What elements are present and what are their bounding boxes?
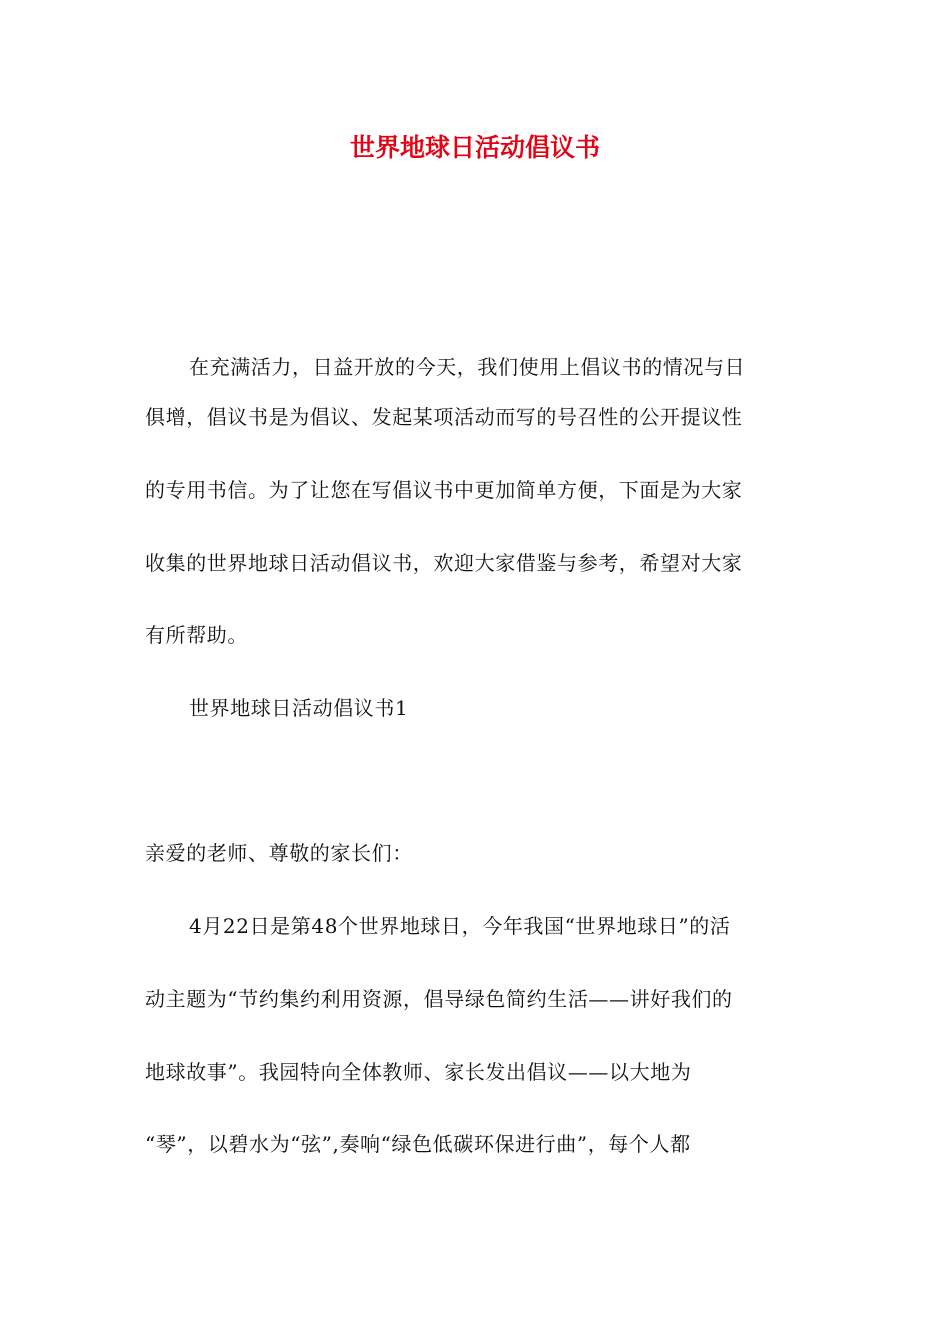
intro-line: 有所帮助。 [145, 623, 248, 647]
section-heading: 世界地球日活动倡议书1 [189, 696, 409, 720]
body-line: 地球故事”。我园特向全体教师、家长发出倡议——以大地为 [145, 1060, 692, 1084]
document-title: 世界地球日活动倡议书 [349, 133, 600, 162]
intro-line: 俱增，倡议书是为倡议、发起某项活动而写的号召性的公开提议性 [145, 405, 743, 429]
body-line: 动主题为“节约集约利用资源，倡导绿色简约生活——讲好我们的 [145, 987, 733, 1011]
body-line: 4月22日是第48个世界地球日，今年我国“世界地球日”的活 [189, 914, 731, 938]
intro-line: 在充满活力，日益开放的今天，我们使用上倡议书的情况与日 [189, 355, 746, 379]
salutation: 亲爱的老师、尊敬的家长们： [145, 841, 413, 865]
intro-line: 收集的世界地球日活动倡议书，欢迎大家借鉴与参考，希望对大家 [145, 551, 743, 575]
intro-line: 的专用书信。为了让您在写倡议书中更加简单方便，下面是为大家 [145, 478, 743, 502]
body-line: “琴”，以碧水为“弦”,奏响“绿色低碳环保进行曲”，每个人都 [145, 1132, 691, 1156]
